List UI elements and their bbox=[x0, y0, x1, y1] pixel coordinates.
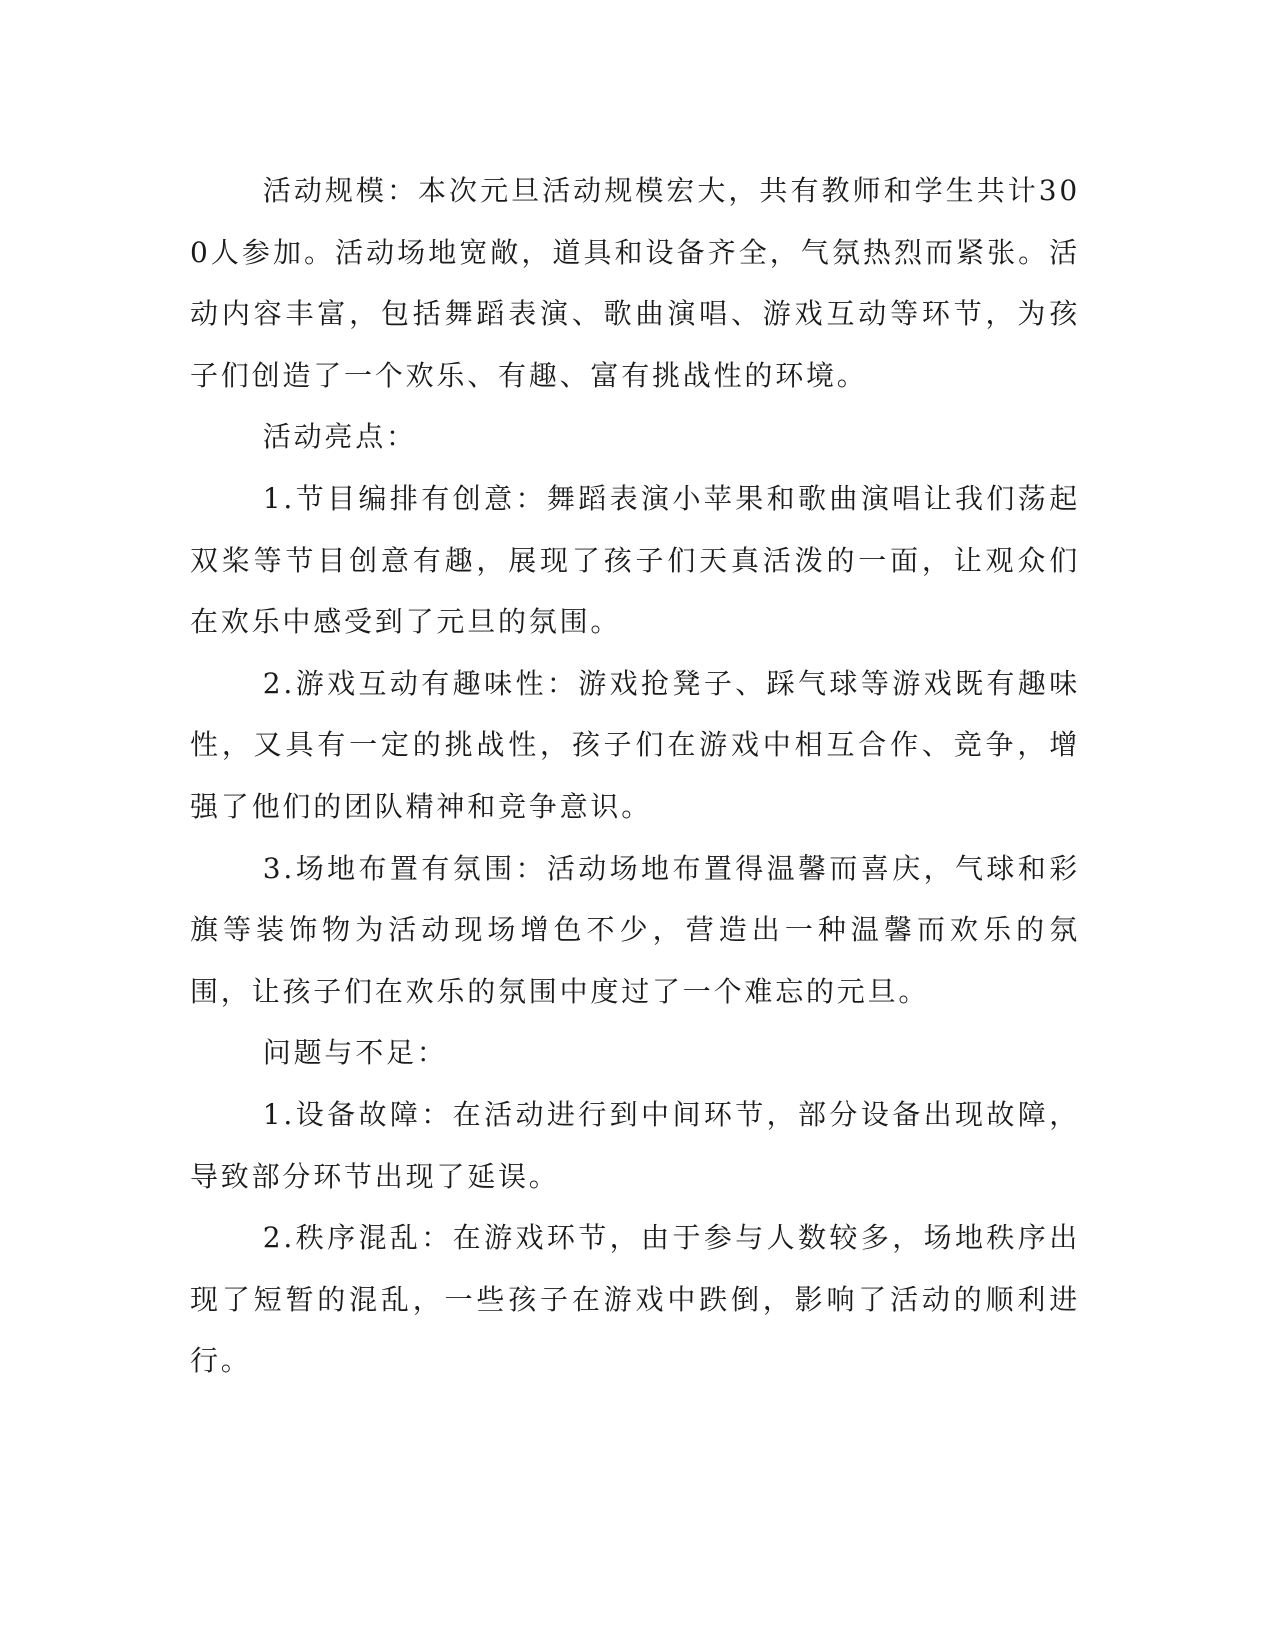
highlight-item-1: 1.节目编排有创意：舞蹈表演小苹果和歌曲演唱让我们荡起双桨等节目创意有趣，展现了孩子们天真活泼的一面，让观众们在欢乐中感受到了元旦的氛围。 bbox=[190, 481, 1080, 639]
highlight-item-2: 2.游戏互动有趣味性：游戏抢凳子、踩气球等游戏既有趣味性，又具有一定的挑战性，孩子们在游戏中相互合作、竞争，增强了他们的团队精神和竞争意识。 bbox=[190, 666, 1080, 823]
activity-scale-paragraph: 活动规模：本次元旦活动规模宏大，共有教师和学生共计300人参加。活动场地宽敞，道具和设备齐全，气氛热烈而紧张。活动内容丰富，包括舞蹈表演、歌曲演唱、游戏互动等环节，为孩子们创造了一个欢乐、有趣、富有挑战性的环境。 bbox=[190, 174, 1080, 392]
problem-item-1: 1.设备故障：在活动进行到中间环节，部分设备出现故障，导致部分环节出现了延误。 bbox=[190, 1097, 1080, 1193]
problems-heading: 问题与不足： bbox=[262, 1036, 448, 1070]
highlight-item-3: 3.场地布置有氛围：活动场地布置得温馨而喜庆，气球和彩旗等装饰物为活动现场增色不少，营造出一种温馨而欢乐的氛围，让孩子们在欢乐的氛围中度过了一个难忘的元旦。 bbox=[190, 851, 1080, 1008]
highlights-heading: 活动亮点： bbox=[262, 420, 417, 454]
document-body bbox=[190, 160, 1080, 1392]
problem-item-2: 2.秩序混乱：在游戏环节，由于参与人数较多，场地秩序出现了短暂的混乱，一些孩子在游戏中跌倒，影响了活动的顺利进行。 bbox=[190, 1221, 1080, 1378]
